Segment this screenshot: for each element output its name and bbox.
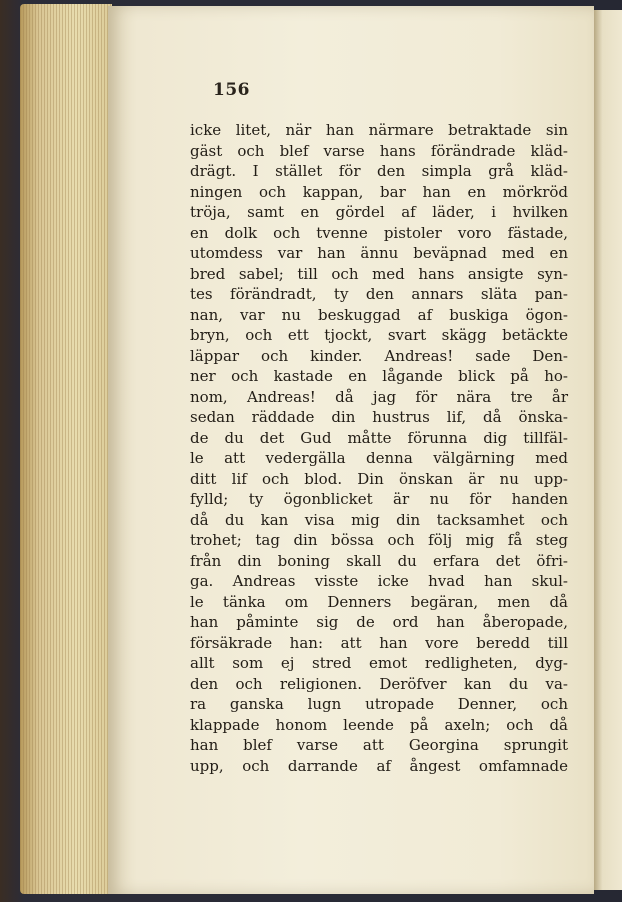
text-line: utomdess var han ännu beväpnad med en [190,244,568,262]
text-line: ditt lif och blod. Din önskan är nu upp- [190,469,568,488]
text-line: tröja, samt en gördel af läder, i hvilken [190,203,568,221]
text-line: försäkrade han: att han vore beredd till [190,633,568,652]
text-line: de du det Gud måtte förunna dig tillfäl- [190,428,568,447]
text-line: trohet; tag din bössa och följ mig få steg [190,531,568,549]
text-line: en dolk och tvenne pistoler voro fästade, [190,223,568,242]
text-line: le att vedergälla denna välgärning med [190,449,568,467]
text-line: gäst och blef varse hans förändrade kläd- [190,141,568,160]
text-line: fylld; ty ögonblicket är nu för handen [190,490,568,508]
text-line: le tänka om Denners begäran, men då [190,592,568,611]
text-line: icke litet, när han närmare betraktade sin [190,121,568,139]
text-line: upp, och darrande af ångest omfamnade [190,756,568,775]
text-line: han påminte sig de ord han åberopade, [190,613,568,631]
text-line: drägt. I stället för den simpla grå kläd- [190,162,568,180]
text-line: läppar och kinder. Andreas! sade Den- [190,346,568,365]
text-line: allt som ej stred emot redligheten, dyg- [190,654,568,672]
text-line: klappade honom leende på axeln; och då [190,715,568,734]
text-line: nan, var nu beskuggad af buskiga ögon- [190,305,568,324]
text-line: tes förändradt, ty den annars släta pan- [190,285,568,303]
text-line: ra ganska lugn utropade Denner, och [190,695,568,713]
text-line: han blef varse att Georgina sprungit [190,736,568,754]
page-number: 156 [213,80,250,100]
text-line: nom, Andreas! då jag för nära tre år [190,387,568,406]
text-line: sedan räddade din hustrus lif, då önska- [190,408,568,426]
facing-page-edge [594,10,622,890]
body-text [190,120,568,776]
book-page-edges [20,4,112,894]
text-line: bred sabel; till och med hans ansigte syn- [190,264,568,283]
text-line: den och religionen. Deröfver kan du va- [190,674,568,693]
text-line: då du kan visa mig din tacksamhet och [190,510,568,529]
text-line: bryn, och ett tjockt, svart skägg betäckte [190,326,568,344]
text-line: ner och kastade en lågande blick på ho- [190,367,568,385]
text-line: från din boning skall du erfara det öfri- [190,551,568,570]
text-line: ga. Andreas visste icke hvad han skul- [190,572,568,590]
text-line: ningen och kappan, bar han en mörkröd [190,182,568,201]
